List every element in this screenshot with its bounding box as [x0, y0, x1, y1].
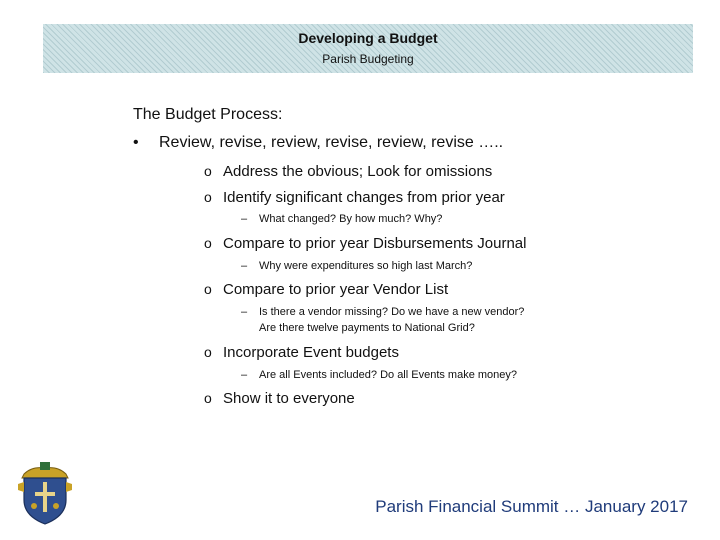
list-item-text: Compare to prior year Disbursements Journal: [223, 235, 527, 252]
circle-bullet-marker: o: [204, 235, 212, 251]
list-item: [204, 235, 526, 252]
diocese-crest-icon: [16, 462, 74, 526]
list-item-text: Address the obvious; Look for omissions: [223, 163, 493, 180]
list-item: [204, 163, 492, 180]
footer-text: Parish Financial Summit … January 2017: [375, 497, 688, 516]
bullet-marker: •: [133, 134, 139, 151]
list-item-text: Show it to everyone: [223, 390, 355, 407]
sub-list-item-text: Why were expenditures so high last March?: [259, 260, 473, 272]
section-heading: The Budget Process:: [133, 106, 283, 123]
list-item: [204, 281, 448, 298]
list-item: [204, 344, 399, 361]
list-item-text: Identify significant changes from prior year: [223, 189, 505, 206]
list-item: [204, 390, 355, 407]
sub-list-item-text-continued: Are there twelve payments to National Grid?: [259, 322, 475, 334]
sub-list-item: [241, 367, 517, 383]
sub-list-item: [241, 258, 472, 274]
circle-bullet-marker: o: [204, 163, 212, 179]
main-bullet: [133, 134, 503, 152]
sub-list-item-text: What changed? By how much? Why?: [259, 213, 443, 225]
sub-list-item-text: Are all Events included? Do all Events make money?: [259, 369, 518, 381]
list-item-text: Incorporate Event budgets: [223, 344, 399, 361]
main-bullet-text: Review, revise, review, revise, review, revise …..: [159, 134, 504, 151]
circle-bullet-marker: o: [204, 189, 212, 205]
circle-bullet-marker: o: [204, 344, 212, 360]
dash-marker: –: [241, 369, 248, 381]
dash-marker: –: [241, 260, 248, 272]
slide-title: Developing a Budget: [298, 30, 438, 46]
sub-list-item-text: Is there a vendor missing? Do we have a new vendor?: [259, 306, 525, 318]
list-item-text: Compare to prior year Vendor List: [223, 281, 449, 298]
sub-list-item: [241, 304, 524, 336]
circle-bullet-marker: o: [204, 390, 212, 406]
circle-bullet-marker: o: [204, 281, 212, 297]
slide-subtitle: Parish Budgeting: [322, 52, 414, 66]
sub-list-item: [241, 211, 442, 227]
dash-marker: –: [241, 306, 248, 318]
title-banner: [43, 24, 693, 73]
dash-marker: –: [241, 213, 248, 225]
list-item: [204, 189, 505, 206]
